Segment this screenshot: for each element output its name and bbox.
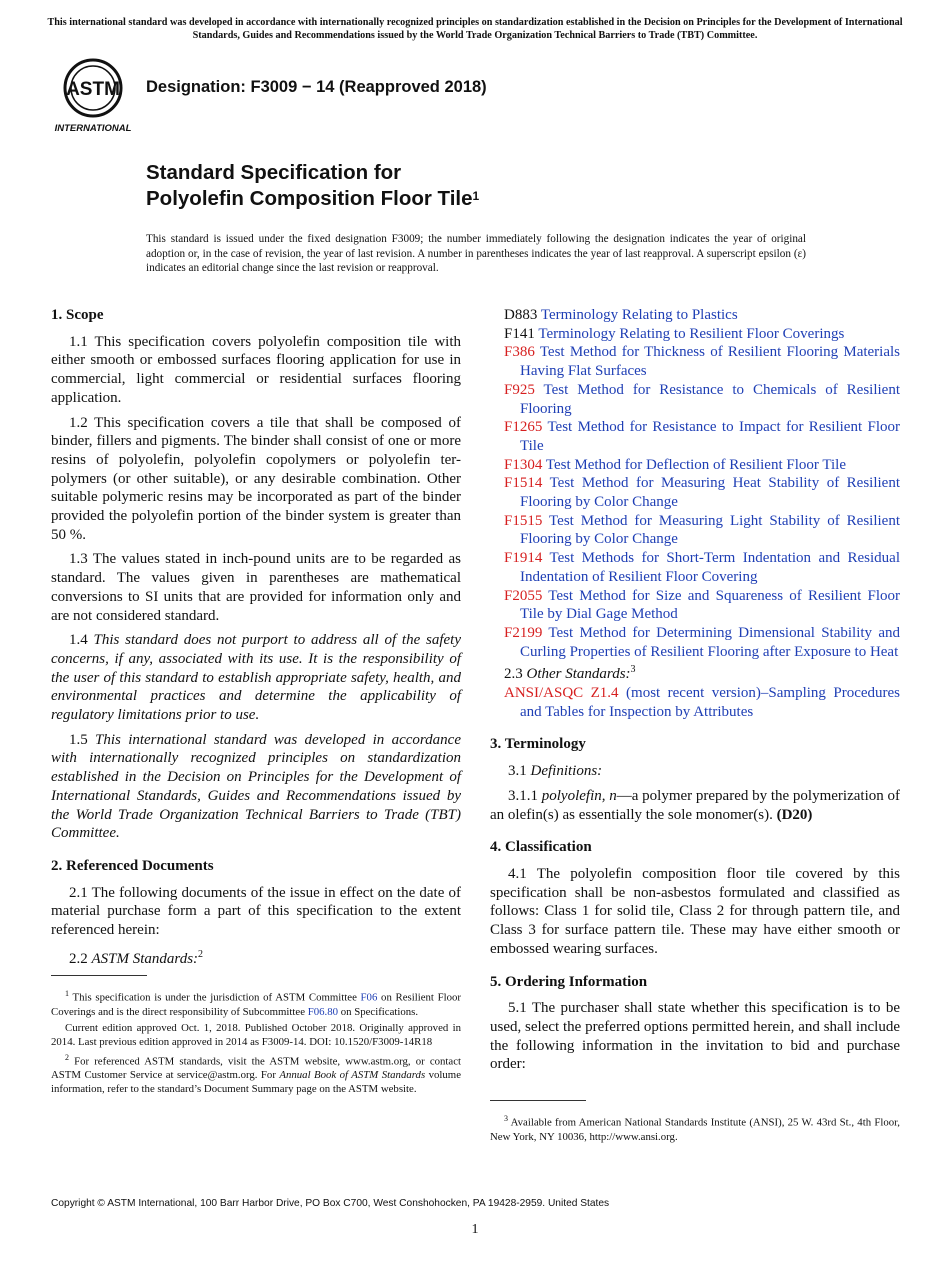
defined-term: polyolefin, n	[541, 787, 617, 804]
paragraph-1-2: 1.2 This specification covers a tile that shall be composed of binder, fillers and pigments. The binder shall consist of one or more resins of polyolefin, polyolefin copolymers or polyolefin ter-polymers (or other suitable), or any desirable combination. Other suitable polymeric resins may be incorporated as part of the binder provided the polyolefin portion of the binder system is greater than 50 %.	[51, 414, 461, 543]
top-notice: This international standard was developed in accordance with internationally recognized principles on standardization established in the Decision on Principles for the Development of International Standards, Guides and Recommendations issued by the World Trade Organization Technical Barriers to Trade (TBT) Committee.	[47, 17, 903, 41]
paragraph-text: Other Standards:	[526, 666, 631, 683]
reference-item[interactable]	[490, 549, 900, 586]
reference-code: F925	[504, 381, 535, 398]
footnote-1-edition: Current edition approved Oct. 1, 2018. Published October 2018. Originally approved in 2014. Last previous edition approved in 2014 as F3009-14. DOI: 10.1520/F3009-14R18	[51, 1021, 461, 1048]
reference-ansi[interactable]	[490, 684, 900, 721]
paragraph-1-1: 1.1 This specification covers polyolefin composition tile with either smooth or embossed surfaces flooring application for use in commercial, light commercial or residential surfaces flooring application.	[51, 333, 461, 406]
paragraph-3-1	[490, 762, 900, 781]
footnote-1	[51, 987, 461, 1019]
subcommittee-link[interactable]: F06.80	[307, 1005, 339, 1018]
astm-reference-list	[490, 306, 900, 661]
reference-title: Test Method for Determining Dimensional Stability and Curling Properties of Resilient Flooring after Exposure to Heat	[520, 624, 900, 660]
reference-code: F1265	[504, 419, 543, 436]
reference-title: Test Method for Resistance to Impact for Resilient Floor Tile	[520, 419, 900, 454]
paragraph-1-5	[51, 731, 461, 843]
reference-code: F1914	[504, 550, 543, 567]
committee-tag: (D20)	[776, 806, 813, 823]
reference-item[interactable]	[490, 624, 900, 661]
footnote-text: This specification is under the jurisdiction of ASTM Committee	[72, 991, 357, 1004]
section-referenced-documents	[51, 857, 461, 969]
astm-logo-mark	[52, 56, 134, 136]
page-number: 1	[471, 1222, 479, 1237]
paragraph-text: This standard does not purport to address all of the safety concerns, if any, associated with its use. It is the responsibility of the user of this standard to establish appropriate safety, health, and environmental practices and determine the applicability of regulatory limitations prior to use.	[51, 632, 462, 724]
footnote-text: Available from American National Standards Institute (ANSI), 25 W. 43rd St., 4th Floor, New York, NY 10036, http://www.ansi.org.	[490, 1116, 900, 1143]
paragraph-number: 1.5	[69, 731, 88, 748]
reference-item[interactable]	[490, 456, 900, 475]
paragraph-number: 3.1.1	[508, 787, 538, 804]
reference-title: Test Method for Thickness of Resilient Flooring Materials Having Flat Surfaces	[520, 344, 901, 380]
section-classification	[490, 838, 900, 958]
section-heading: 2. Referenced Documents	[51, 857, 214, 874]
reference-code: ANSI/ASQC Z1.4	[504, 685, 619, 702]
paragraph-number: 3.1	[508, 763, 527, 780]
footnote-text: volume information, refer to the standard’s Document Summary page on the ASTM website.	[51, 1069, 461, 1096]
reference-code: F2055	[504, 587, 543, 604]
footnote-rule	[490, 1100, 586, 1101]
footnote-italic: Annual Book of ASTM Standards	[279, 1069, 426, 1082]
left-column	[51, 306, 461, 975]
paragraph-4-1: 4.1 The polyolefin composition floor tile covered by this specification shall be non-asbestos formulated and classified as follows: Class 1 for solid tile, Class 2 for through pattern tile, and Class 3 for surface pattern tile. These may have either smooth or embossed wearing surfaces.	[490, 865, 900, 957]
paragraph-number: 1.4	[69, 632, 88, 649]
reference-item[interactable]	[490, 343, 900, 380]
reference-code: F1515	[504, 512, 543, 529]
section-heading: 1. Scope	[51, 307, 104, 323]
paragraph-text: —a polymer prepared by the polymerization of an olefin(s) as essentially the sole monomer(s).	[490, 787, 900, 823]
reference-title: Test Method for Resistance to Chemicals of Resilient Flooring	[520, 381, 900, 417]
reference-title: Terminology Relating to Plastics	[540, 307, 738, 323]
paragraph-text: This international standard was developed in accordance with internationally recognized principles on standardization established in the Decision on Principles for the Development of International Standards, Guides and Recommendations issued by the World Trade Organization Technical Barriers to Trade (TBT) Committee.	[51, 731, 461, 842]
footnote-mark: 3	[630, 664, 636, 676]
reference-code: F2199	[504, 624, 543, 641]
footnote-text: on Specifications.	[340, 1005, 419, 1018]
designation: Designation: F3009 − 14 (Reapproved 2018)	[146, 78, 487, 96]
section-heading: 3. Terminology	[490, 736, 586, 753]
paragraph-2-3	[504, 661, 900, 684]
reference-item[interactable]	[490, 512, 900, 549]
title-line-1: Standard Specification for	[146, 161, 402, 184]
reference-title: Test Method for Measuring Light Stability of Resilient Flooring by Color Change	[520, 512, 901, 548]
footnotes-right	[490, 1100, 900, 1146]
footnote-mark: 3	[504, 1114, 508, 1123]
footnote-text: on Resilient Floor Coverings and is the direct responsibility of Subcommittee	[51, 991, 461, 1018]
title-footnote-mark: 1	[472, 189, 480, 203]
paragraph-5-1: 5.1 The purchaser shall state whether this specification is to be used, select the preferred options permitted herein, and shall include the following information in the invitation to bid and purchase order:	[490, 1000, 900, 1073]
footnote-2	[51, 1051, 461, 1097]
reference-title: Test Method for Deflection of Resilient Floor Tile	[545, 456, 846, 473]
reference-item[interactable]	[490, 306, 900, 325]
footnote-mark: 2	[65, 1052, 69, 1062]
issue-note: This standard is issued under the fixed designation F3009; the number immediately following the designation indicates the year of original adoption or, in the case of revision, the year of last revision. A number in parentheses indicates the year of last reapproval. A superscript epsilon (ε) indicates an editorial change since the last revision or reapproval.	[146, 233, 806, 274]
reference-title: Test Method for Size and Squareness of Resilient Floor Tile by Dial Gage Method	[520, 587, 900, 623]
paragraph-3-1-1	[490, 787, 900, 824]
paragraph-2-1: 2.1 The following documents of the issue in effect on the date of material purchase form a part of this specification to the extent referenced herein:	[51, 884, 461, 939]
reference-title: Test Methods for Short-Term Indentation and Residual Indentation of Resilient Floor Covering	[520, 550, 900, 585]
reference-item[interactable]	[490, 325, 900, 344]
paragraph-1-3: 1.3 The values stated in inch-pound units are to be regarded as standard. The values given in parentheses are mathematical conversions to SI units that are provided for information only and are not considered standard.	[51, 551, 461, 624]
paragraph-1-4	[51, 631, 461, 725]
reference-item[interactable]	[490, 587, 900, 624]
astm-logo	[52, 56, 134, 136]
section-ordering-information	[490, 973, 900, 1075]
section-scope	[51, 306, 461, 843]
paragraph-text: ASTM Standards:	[91, 950, 199, 967]
copyright-notice: Copyright © ASTM International, 100 Barr Harbor Drive, PO Box C700, West Conshohocken, PA 19428-2959. United States	[51, 1198, 610, 1209]
page-title	[146, 160, 479, 212]
paragraph-number: 2.3	[504, 666, 523, 683]
title-main: Polyolefin Composition Floor Tile	[146, 187, 473, 210]
section-heading: 4. Classification	[490, 839, 592, 856]
reference-item[interactable]	[490, 418, 900, 455]
reference-item[interactable]	[490, 381, 900, 418]
section-heading: 5. Ordering Information	[490, 973, 648, 990]
reference-title: Test Method for Measuring Heat Stability of Resilient Flooring by Color Change	[520, 475, 900, 511]
reference-code: F1304	[504, 456, 543, 473]
footnote-3	[490, 1112, 900, 1144]
footnotes-left	[51, 975, 461, 1098]
logo-subtext: INTERNATIONAL	[54, 123, 132, 134]
title-line-2	[146, 186, 479, 212]
footnote-mark: 1	[65, 989, 69, 998]
reference-code: F1514	[504, 475, 543, 492]
logo-text: ASTM	[66, 79, 120, 100]
reference-code: F386	[504, 344, 535, 361]
footnote-mark: 2	[198, 948, 204, 960]
section-terminology	[490, 735, 900, 824]
reference-code: D883	[504, 307, 538, 323]
reference-item[interactable]	[490, 474, 900, 511]
reference-code: F141	[504, 325, 535, 342]
footnote-text: For referenced ASTM standards, visit the ASTM website, www.astm.org, or contact ASTM Customer Service at service@astm.org. For	[51, 1055, 461, 1082]
paragraph-number: 2.2	[69, 950, 88, 967]
footnote-rule	[51, 975, 147, 976]
right-column	[490, 306, 900, 1080]
paragraph-2-2	[51, 946, 461, 969]
paragraph-text: Definitions:	[530, 763, 603, 780]
reference-title: (most recent version)–Sampling Procedures and Tables for Inspection by Attributes	[520, 685, 901, 720]
committee-link[interactable]: F06	[360, 991, 378, 1004]
reference-title: Terminology Relating to Resilient Floor Coverings	[538, 325, 845, 342]
